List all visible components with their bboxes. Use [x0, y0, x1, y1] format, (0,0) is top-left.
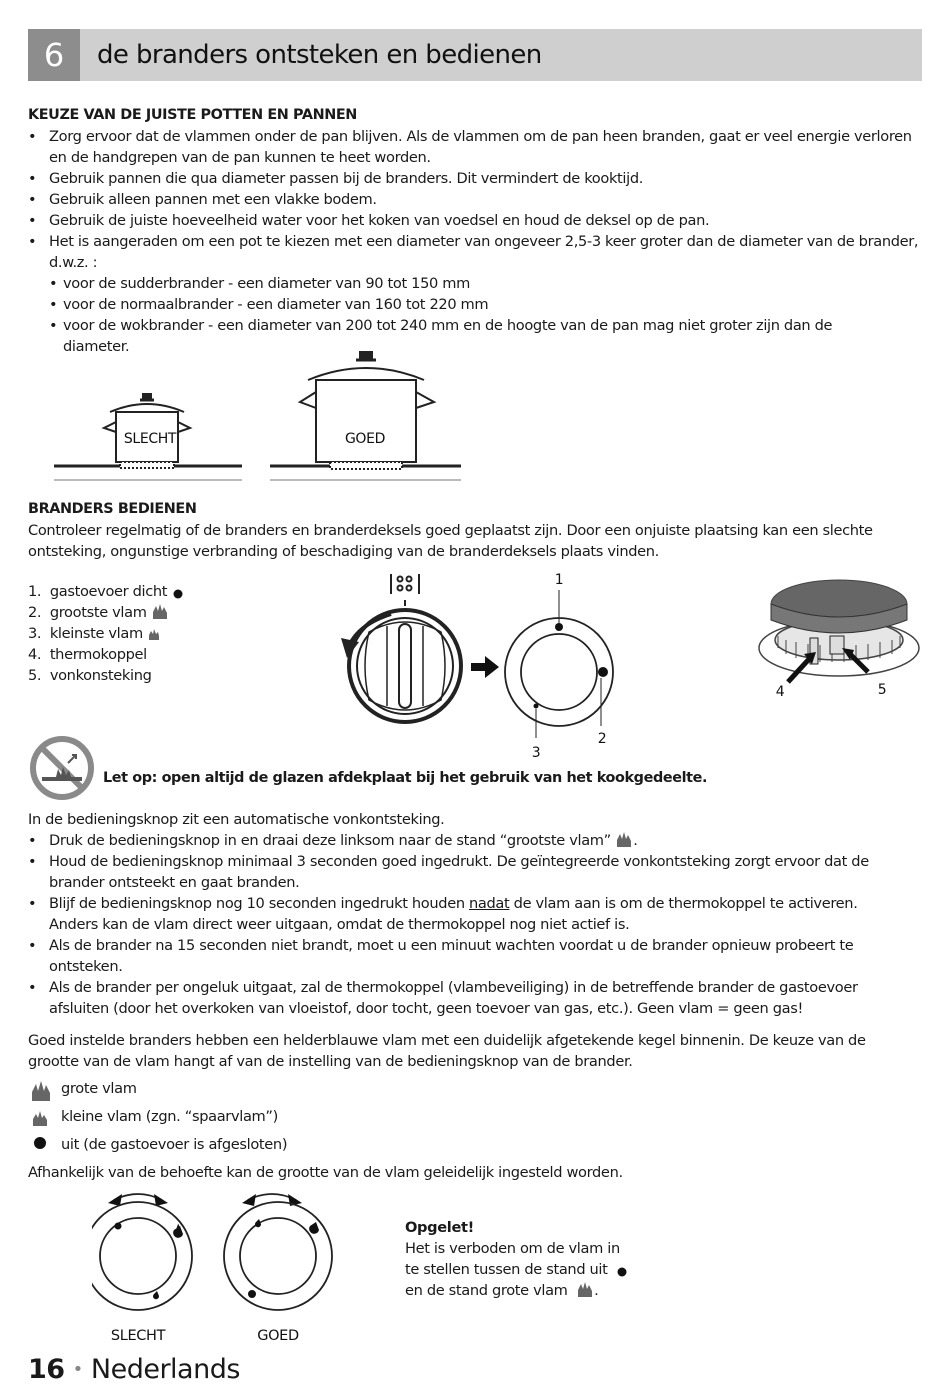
position-ring: [505, 590, 613, 738]
off-dot-icon: [171, 585, 185, 599]
sub-list-item: • voor de sudderbrander - een diameter van 90 tot 150 mm: [49, 273, 869, 294]
off-dot-icon: [32, 1135, 48, 1151]
burner-diagram: [756, 574, 926, 702]
position-number-2: 2: [597, 731, 607, 747]
step-text: Druk de bedieningsknop in en draai deze linksom naar de stand “grootste vlam”: [49, 832, 611, 849]
large-pot-drawing: [270, 352, 461, 480]
list-item: [28, 893, 908, 935]
legend-text: gastoevoer dicht: [49, 583, 168, 600]
knob-dial-symbol: [391, 574, 419, 606]
footer-language: Nederlands: [90, 1354, 240, 1384]
bad-pot-label: SLECHT: [123, 431, 177, 447]
ignition-steps-list: [28, 830, 908, 1019]
sub-list-item: • voor de normaalbrander - een diameter van 160 tot 220 mm: [49, 294, 869, 315]
legend-number: 5.: [28, 667, 42, 684]
flame-setting-small: kleine vlam (zgn. “spaarvlam”): [61, 1108, 278, 1125]
flame-setting-large: grote vlam: [61, 1080, 137, 1097]
legend-item: [28, 581, 185, 602]
page-footer: [28, 1352, 240, 1384]
legend-item: [28, 623, 185, 644]
list-item: • Als de brander na 15 seconden niet brandt, moet u een minuut wachten voordat u de brander opnieuw probeert te ontsteken.: [28, 935, 908, 977]
spark-igniter: [830, 636, 844, 654]
adjust-text: Afhankelijk van de behoefte kan de grootte van de vlam geleidelijk ingesteld worden.: [28, 1164, 623, 1181]
good-pot-label: GOED: [344, 431, 386, 447]
list-item: • Gebruik pannen die qua diameter passen bij de branders. Dit vermindert de kooktijd.: [28, 168, 924, 189]
large-flame-icon: [615, 830, 633, 848]
legend-item: [28, 665, 185, 686]
position-number-3: 3: [531, 745, 541, 761]
burner-legend: [28, 581, 185, 686]
auto-ignition-text: In de bedieningsknop zit een automatische vonkontsteking.: [28, 811, 445, 828]
list-item: • Gebruik de juiste hoeveelheid water voor het koken van voedsel en houd de deksel op de pan.: [28, 210, 924, 231]
flame-setting-off: uit (de gastoevoer is afgesloten): [61, 1136, 288, 1153]
legend-number: 3.: [28, 625, 42, 642]
bad-position-ring: [92, 1194, 192, 1310]
large-flame-icon: [30, 1080, 52, 1102]
legend-item: [28, 602, 185, 623]
no-glass-lid-warning-icon: [28, 735, 96, 801]
pot-size-illustration: [50, 348, 465, 490]
legend-text: kleinste vlam: [49, 625, 143, 642]
diameter-sub-list: [49, 273, 869, 357]
control-knob: [349, 610, 461, 722]
page-number: 16: [28, 1354, 65, 1384]
legend-number: 2.: [28, 604, 42, 621]
warning-text: Let op: open altijd de glazen afdekplaat bij het gebruik van het kookgedeelte.: [103, 770, 708, 786]
step-text: de vlam aan is om de thermokoppel te activeren. Anders kan de vlam direct weer uitgaan, omdat de thermokoppel nog niet actief is.: [49, 895, 858, 933]
good-position-ring: [224, 1194, 332, 1310]
pots-bullet-list: [28, 126, 924, 357]
arrow-right-icon: [471, 656, 499, 678]
step-text: Blijf de bedieningsknop nog 10 seconden ingedrukt houden: [49, 895, 470, 912]
caution-line-2: [405, 1259, 628, 1280]
caution-line-3: en de stand grote vlam .: [405, 1282, 599, 1299]
control-knob-diagram: [335, 566, 625, 762]
large-flame-icon: [151, 602, 169, 620]
list-item: [28, 231, 924, 357]
burner-number-4: 4: [775, 684, 785, 700]
operating-intro: Controleer regelmatig of de branders en branderdeksels goed geplaatst zijn. Door een onjuiste plaatsing kan een slechte ontsteking, ongunstige verbranding of beschadiging van de branderdeksels plaats vinden.: [28, 522, 873, 560]
legend-item: [28, 644, 185, 665]
position-number-1: 1: [554, 572, 564, 588]
small-flame-icon: [147, 627, 161, 641]
caution-title: Opgelet!: [405, 1219, 474, 1236]
chapter-number: 6: [28, 29, 80, 81]
good-knob-label: GOED: [257, 1328, 299, 1344]
chapter-title: de branders ontsteken en bedienen: [97, 40, 542, 70]
caution-text: en de stand grote vlam: [405, 1282, 568, 1299]
sub-list-item: • voor de wokbrander - een diameter van 200 tot 240 mm en de hoogte van de pan mag niet groter zijn dan de diameter.: [49, 315, 869, 357]
small-flame-icon: [31, 1109, 49, 1127]
section-heading-operating: BRANDERS BEDIENEN: [28, 501, 197, 517]
bad-knob-label: SLECHT: [110, 1328, 166, 1344]
step-text-end: .: [633, 832, 638, 849]
list-item: • Als de brander per ongeluk uitgaat, zal de thermokoppel (vlambeveiliging) in de betreffende brander de gastoevoer afsluiten (door het overkoken van vloeistof, door tocht, geen toevoer van gas, etc.). Geen vlam = geen gas!: [28, 977, 908, 1019]
step-text-underlined: nadat: [469, 895, 510, 912]
knob-position-comparison: [92, 1186, 352, 1346]
flame-intro: Goed instelde branders hebben een helderblauwe vlam met een duidelijk afgetekende kegel binnenin. De keuze van de grootte van de vlam hangt af van de instelling van de bedieningsknop van de brander.: [28, 1032, 866, 1070]
footer-separator: •: [72, 1359, 83, 1380]
list-item: • Gebruik alleen pannen met een vlakke bodem.: [28, 189, 924, 210]
legend-number: 1.: [28, 583, 42, 600]
large-flame-icon: [576, 1280, 594, 1298]
caution-line-1: Het is verboden om de vlam in: [405, 1240, 620, 1257]
burner-number-5: 5: [877, 682, 887, 698]
list-item-text: Het is aangeraden om een pot te kiezen met een diameter van ongeveer 2,5-3 keer groter dan de diameter van de brander, d.w.z. :: [49, 233, 919, 271]
list-item: • Zorg ervoor dat de vlammen onder de pan blijven. Als de vlammen om de pan heen branden, gaat er veel energie verloren en de handgrepen van de pan kunnen te heet worden.: [28, 126, 924, 168]
section-heading-pots: KEUZE VAN DE JUISTE POTTEN EN PANNEN: [28, 107, 357, 123]
legend-text: grootste vlam: [49, 604, 147, 621]
legend-text: thermokoppel: [49, 646, 147, 663]
off-dot-icon: [616, 1265, 628, 1277]
legend-number: 4.: [28, 646, 42, 663]
caution-text: te stellen tussen de stand uit: [405, 1261, 608, 1278]
list-item: [28, 830, 908, 851]
list-item: • Houd de bedieningsknop minimaal 3 seconden goed ingedrukt. De geïntegreerde vonkontsteking zorgt ervoor dat de brander ontsteekt en gaat branden.: [28, 851, 908, 893]
legend-text: vonkonsteking: [49, 667, 152, 684]
